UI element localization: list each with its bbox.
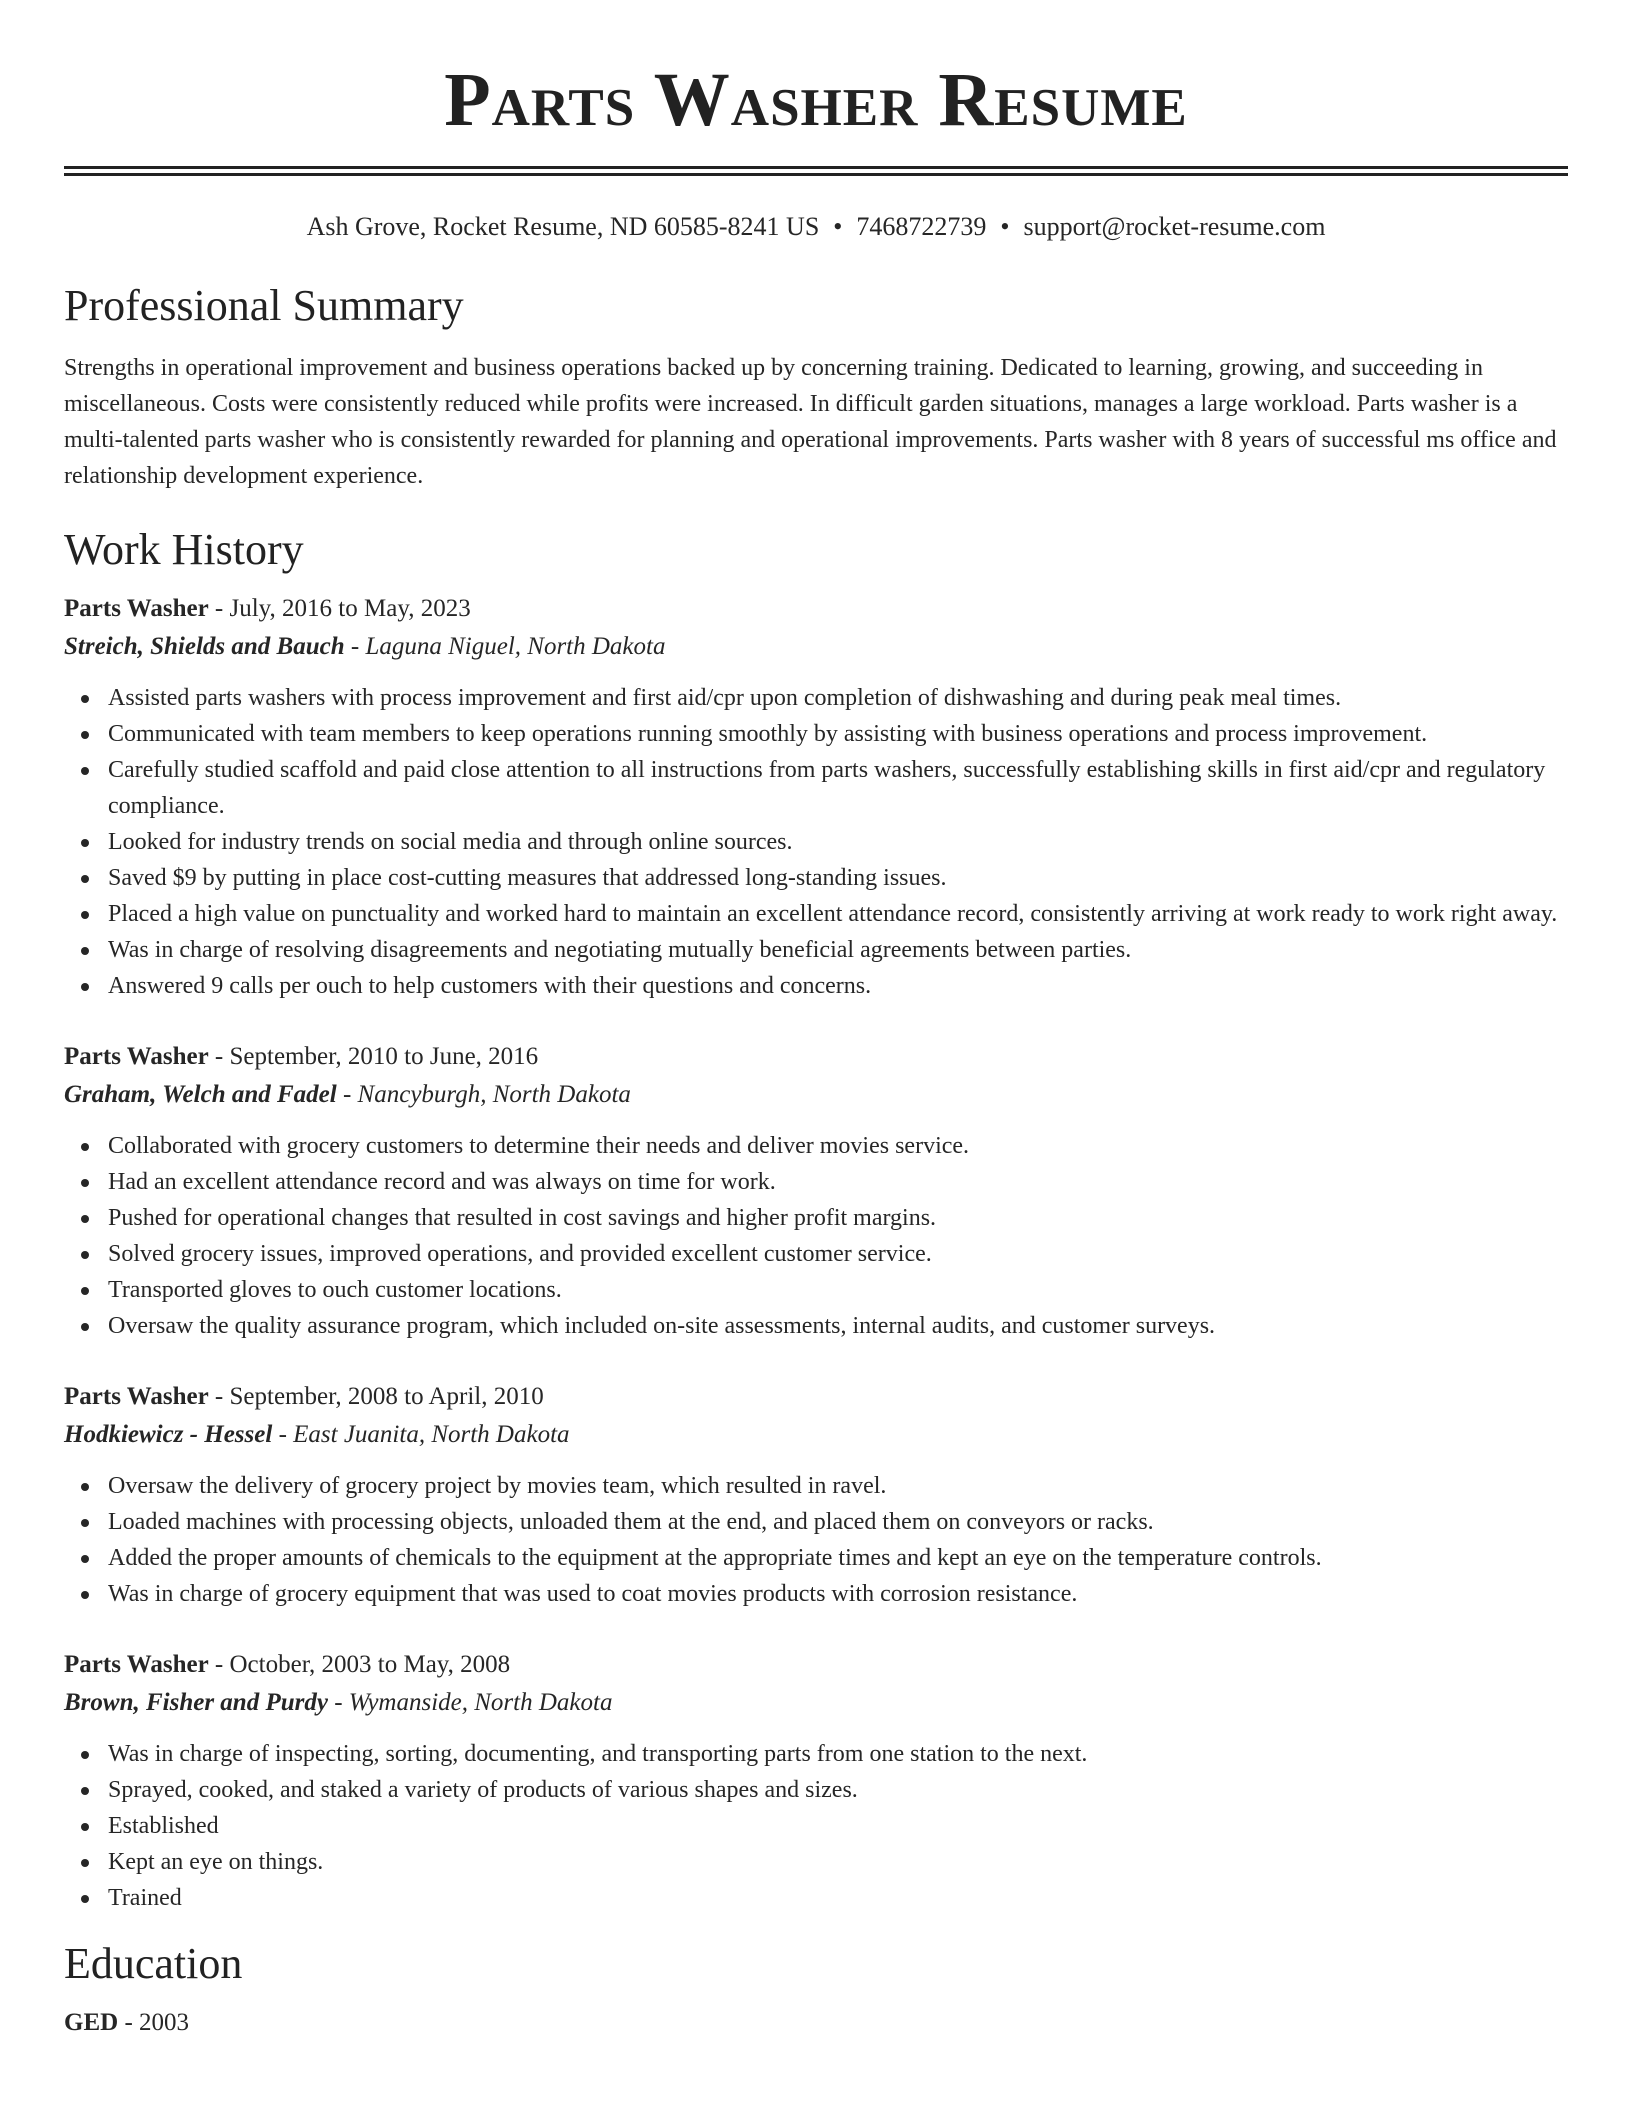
- job-bullet: Communicated with team members to keep operations running smoothly by assisting with business operations and process improvement.: [64, 716, 1568, 752]
- job-role: Parts Washer: [64, 1043, 209, 1070]
- job-dates: - October, 2003 to May, 2008: [208, 1651, 511, 1678]
- job-location: - Laguna Niguel, North Dakota: [344, 633, 666, 660]
- job-role: Parts Washer: [64, 1383, 209, 1410]
- title-divider: [64, 166, 1568, 176]
- job-bullet: Was in charge of grocery equipment that was used to coat movies products with corrosion resistance.: [64, 1576, 1568, 1612]
- job-dates: - July, 2016 to May, 2023: [208, 595, 471, 622]
- job-bullet: Oversaw the delivery of grocery project by movies team, which resulted in ravel.: [64, 1468, 1568, 1504]
- work-history-list: [64, 590, 1568, 1916]
- job-bullet: Carefully studied scaffold and paid close attention to all instructions from parts washers, successfully establishing skills in first aid/cpr and regulatory compliance.: [64, 752, 1568, 824]
- contact-separator: •: [1000, 212, 1010, 241]
- job-entry: [64, 1646, 1568, 1916]
- job-entry: [64, 590, 1568, 1004]
- job-bullet: Answered 9 calls per ouch to help customers with their questions and concerns.: [64, 968, 1568, 1004]
- work-history-heading: Work History: [64, 525, 304, 574]
- job-bullet-list: [64, 1736, 1568, 1916]
- job-company-line: [64, 628, 1568, 666]
- job-bullet: Saved $9 by putting in place cost-cutting measures that addressed long-standing issues.: [64, 860, 1568, 896]
- job-bullet: Solved grocery issues, improved operations, and provided excellent customer service.: [64, 1236, 1568, 1272]
- job-bullet: Loaded machines with processing objects, unloaded them at the end, and placed them on conveyors or racks.: [64, 1504, 1568, 1540]
- contact-separator: •: [833, 212, 843, 241]
- job-title-line: [64, 1378, 1568, 1416]
- job-bullet: Was in charge of resolving disagreements and negotiating mutually beneficial agreements between parties.: [64, 932, 1568, 968]
- job-bullet: Oversaw the quality assurance program, which included on-site assessments, internal audits, and customer surveys.: [64, 1308, 1568, 1344]
- job-company: Brown, Fisher and Purdy: [64, 1689, 328, 1716]
- contact-email: support@rocket-resume.com: [1023, 212, 1326, 241]
- job-bullet-list: [64, 1128, 1568, 1344]
- job-company: Streich, Shields and Bauch: [64, 633, 345, 660]
- page-title: Parts Washer Resume: [444, 58, 1188, 142]
- job-bullet: Kept an eye on things.: [64, 1844, 1568, 1880]
- job-title-line: [64, 590, 1568, 628]
- job-bullet: Placed a high value on punctuality and worked hard to maintain an excellent attendance record, consistently arriving at work ready to work right away.: [64, 896, 1568, 932]
- job-role: Parts Washer: [64, 1651, 209, 1678]
- job-bullet: Established: [64, 1808, 1568, 1844]
- job-bullet: Assisted parts washers with process improvement and first aid/cpr upon completion of dishwashing and during peak meal times.: [64, 680, 1568, 716]
- job-bullet-list: [64, 1468, 1568, 1612]
- job-role: Parts Washer: [64, 595, 209, 622]
- job-location: - East Juanita, North Dakota: [272, 1421, 570, 1448]
- job-company: Graham, Welch and Fadel: [64, 1081, 337, 1108]
- job-bullet-list: [64, 680, 1568, 1004]
- job-company: Hodkiewicz - Hessel: [64, 1421, 273, 1448]
- job-location: - Wymanside, North Dakota: [327, 1689, 613, 1716]
- job-dates: - September, 2008 to April, 2010: [208, 1383, 544, 1410]
- job-company-line: [64, 1684, 1568, 1722]
- job-title-line: [64, 1646, 1568, 1684]
- summary-text: Strengths in operational improvement and business operations backed up by concerning training. Dedicated to learning, growing, and succeeding in miscellaneous. Costs were consistently reduced while profits were increased. In difficult garden situations, manages a large workload. Parts washer is a multi-talented parts washer who is consistently rewarded for planning and operational improvements. Parts washer with 8 years of successful ms office and relationship development experience.: [64, 355, 1557, 489]
- job-entry: [64, 1038, 1568, 1344]
- education-degree: GED: [64, 2009, 119, 2036]
- job-company-line: [64, 1076, 1568, 1114]
- job-bullet: Looked for industry trends on social media and through online sources.: [64, 824, 1568, 860]
- job-bullet: Collaborated with grocery customers to determine their needs and deliver movies service.: [64, 1128, 1568, 1164]
- education-heading: Education: [64, 1939, 243, 1988]
- job-location: - Nancyburgh, North Dakota: [336, 1081, 631, 1108]
- job-bullet: Added the proper amounts of chemicals to the equipment at the appropriate times and kept an eye on the temperature controls.: [64, 1540, 1568, 1576]
- education-year: - 2003: [118, 2009, 190, 2036]
- job-bullet: Had an excellent attendance record and was always on time for work.: [64, 1164, 1568, 1200]
- job-company-line: [64, 1416, 1568, 1454]
- job-bullet: Transported gloves to ouch customer locations.: [64, 1272, 1568, 1308]
- contact-address: Ash Grove, Rocket Resume, ND 60585-8241 US: [306, 212, 820, 241]
- job-bullet: Sprayed, cooked, and staked a variety of products of various shapes and sizes.: [64, 1772, 1568, 1808]
- education-entry: [64, 2004, 1568, 2042]
- job-dates: - September, 2010 to June, 2016: [208, 1043, 539, 1070]
- contact-line: [64, 210, 1568, 244]
- job-entry: [64, 1378, 1568, 1612]
- job-bullet: Was in charge of inspecting, sorting, documenting, and transporting parts from one station to the next.: [64, 1736, 1568, 1772]
- job-title-line: [64, 1038, 1568, 1076]
- job-bullet: Trained: [64, 1880, 1568, 1916]
- summary-heading: Professional Summary: [64, 281, 464, 330]
- contact-phone: 7468722739: [856, 212, 987, 241]
- job-bullet: Pushed for operational changes that resulted in cost savings and higher profit margins.: [64, 1200, 1568, 1236]
